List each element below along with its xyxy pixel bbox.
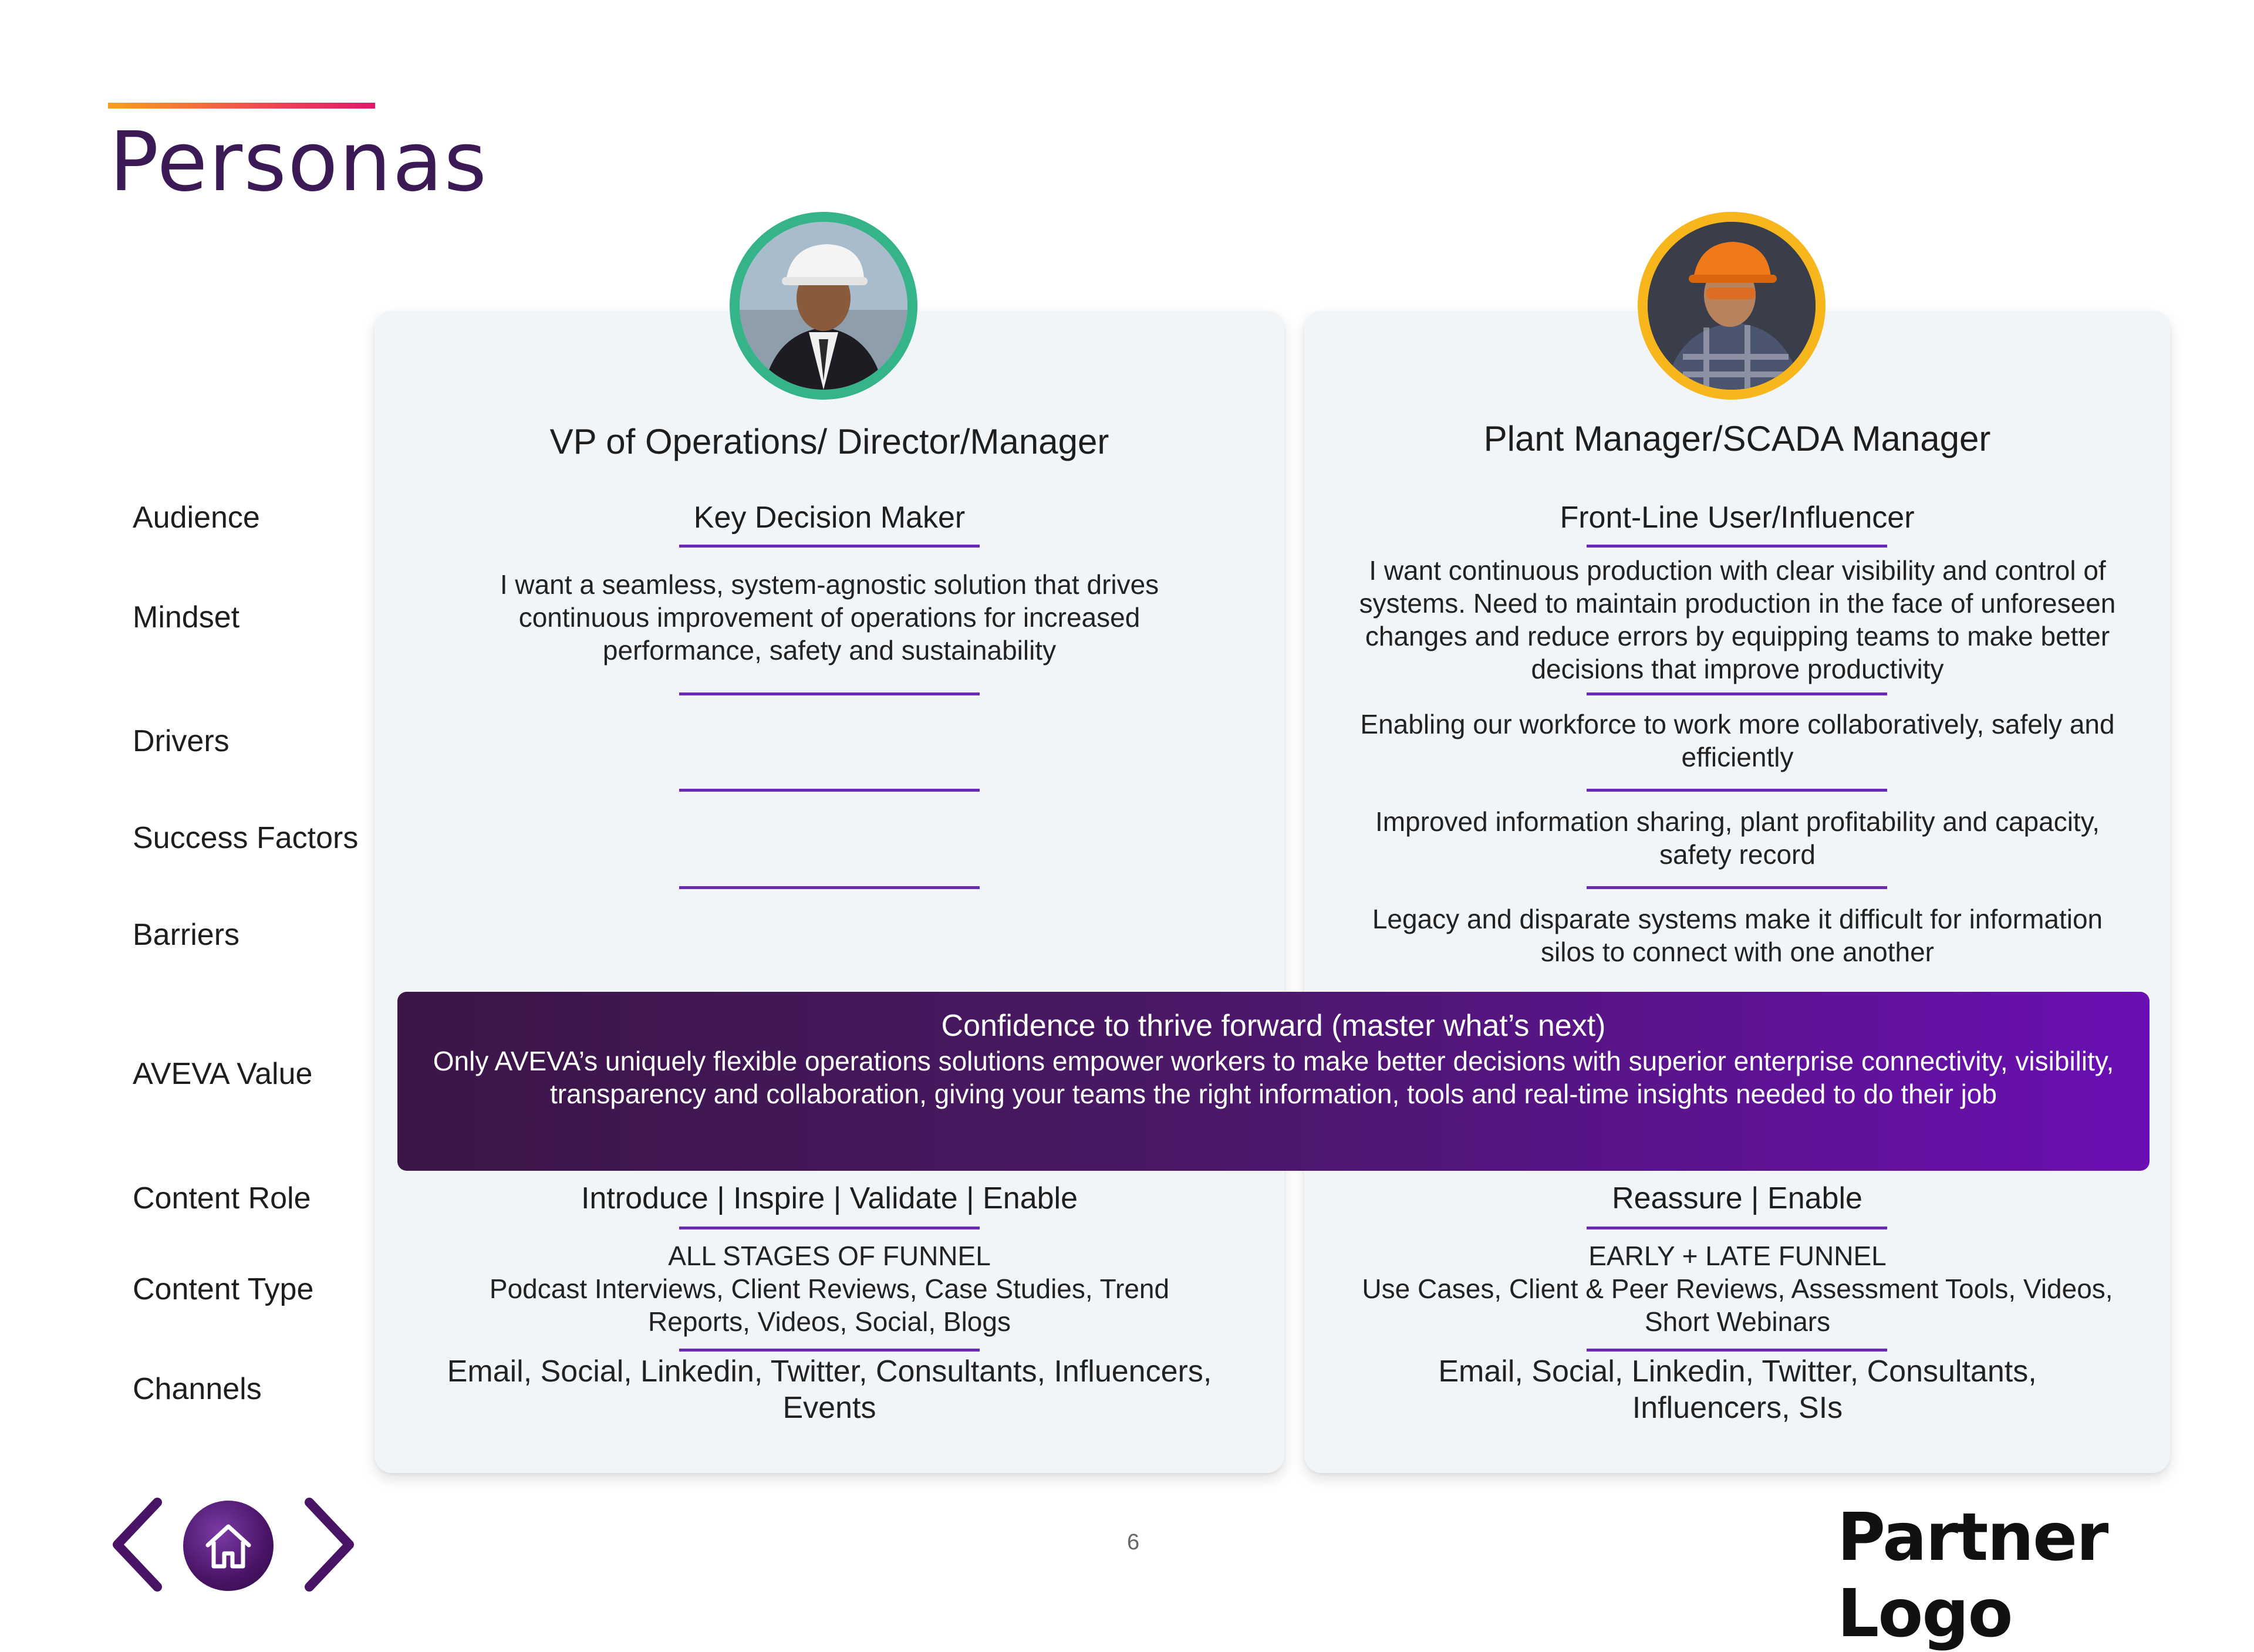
row-label-success-factors: Success Factors (133, 821, 359, 855)
drivers-right: Enabling our workforce to work more collaboratively, safely and efficiently (1360, 709, 2115, 772)
avatar-photo-plant-manager (1648, 222, 1816, 390)
previous-slide-button[interactable] (106, 1498, 170, 1568)
page-number: 6 (1127, 1530, 1140, 1555)
audience-left: Key Decision Maker (693, 501, 966, 535)
chevron-right-icon (296, 1498, 361, 1592)
row-label-content-type: Content Type (133, 1272, 314, 1306)
content-type-heading-right: EARLY + LATE FUNNEL (1588, 1241, 1887, 1271)
avatar-photo-vp (740, 222, 907, 390)
divider (679, 692, 980, 695)
aveva-value-banner (397, 992, 2150, 1171)
channels-right: Email, Social, Linkedin, Twitter, Consultants, Influencers, SIs (1438, 1354, 2037, 1425)
content-role-right: Reassure | Enable (1612, 1181, 1862, 1215)
divider (1587, 789, 1887, 792)
page-title: Personas (109, 114, 488, 210)
divider (1587, 886, 1887, 889)
home-icon (202, 1519, 255, 1572)
aveva-value-body: Only AVEVA’s uniquely flexible operations solutions empower workers to make better decisions with superior enterprise connectivity, visibility, transparency and collaboration, giving your teams the right information, tools and real-time insights needed to do their job (433, 1046, 2114, 1109)
title-accent-bar (108, 103, 375, 109)
mindset-left: I want a seamless, system-agnostic solution that drives continuous improvement of operations for increased performance, safety and sustainability (500, 569, 1159, 665)
row-label-drivers: Drivers (133, 724, 230, 758)
row-label-channels: Channels (133, 1372, 262, 1406)
channels-left: Email, Social, Linkedin, Twitter, Consultants, Influencers, Events (447, 1354, 1212, 1425)
divider (679, 886, 980, 889)
content-type-left: Podcast Interviews, Client Reviews, Case Studies, Trend Reports, Videos, Social, Blogs (489, 1273, 1170, 1337)
home-button[interactable] (183, 1501, 274, 1591)
persona-avatar-vp (730, 212, 917, 400)
next-slide-button[interactable] (296, 1498, 361, 1568)
divider (679, 789, 980, 792)
divider (1587, 692, 1887, 695)
aveva-value-title: Confidence to thrive forward (master what’s next) (941, 1009, 1606, 1043)
persona-avatar-plant-manager (1638, 212, 1826, 400)
persona-title-left: VP of Operations/ Director/Manager (549, 422, 1109, 461)
barriers-right: Legacy and disparate systems make it difficult for information silos to connect with one another (1372, 904, 2103, 967)
content-role-left: Introduce | Inspire | Validate | Enable (581, 1181, 1078, 1215)
row-label-content-role: Content Role (133, 1181, 311, 1215)
content-type-heading-left: ALL STAGES OF FUNNEL (668, 1241, 991, 1271)
divider (679, 1349, 980, 1352)
mindset-right: I want continuous production with clear visibility and control of systems. Need to maintain production in the face of unforeseen changes and reduce errors by equipping teams to make better decisions that improve productivity (1359, 555, 2116, 684)
row-label-barriers: Barriers (133, 918, 240, 952)
content-type-right: Use Cases, Client & Peer Reviews, Assessment Tools, Videos, Short Webinars (1362, 1273, 2113, 1337)
row-label-audience: Audience (133, 501, 260, 535)
divider (1587, 1349, 1887, 1352)
row-label-aveva-value: AVEVA Value (133, 1057, 313, 1091)
success-factors-right: Improved information sharing, plant profitability and capacity, safety record (1375, 806, 2100, 870)
partner-logo: Partner Logo (1837, 1499, 2108, 1652)
audience-right: Front-Line User/Influencer (1560, 501, 1915, 535)
persona-title-right: Plant Manager/SCADA Manager (1483, 419, 1991, 458)
divider (679, 545, 980, 548)
divider (679, 1227, 980, 1229)
row-label-mindset: Mindset (133, 600, 240, 634)
divider (1587, 1227, 1887, 1229)
chevron-left-icon (106, 1498, 170, 1592)
divider (1587, 545, 1887, 548)
